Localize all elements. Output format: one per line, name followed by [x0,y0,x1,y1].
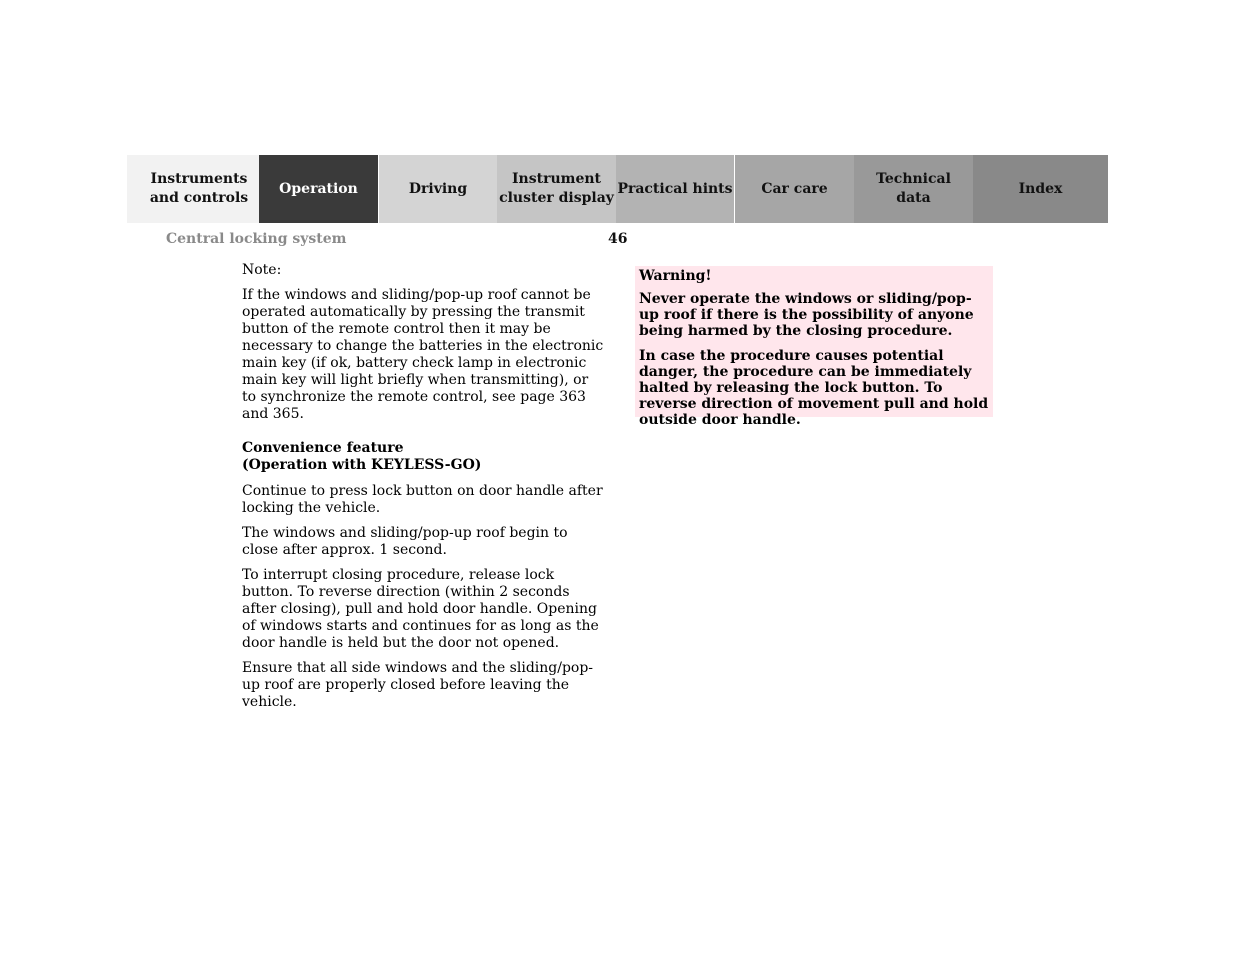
tab-instrument-cluster-display[interactable]: Instrument cluster display [497,155,616,223]
tab-driving[interactable]: Driving [378,155,497,223]
note-body: If the windows and sliding/pop-up roof cannot be operated automatically by pressing the transmit button of the remote control then it may be necessary to change the batteries in the electronic main key (if ok, battery check lamp in electronic main key will light briefly when transmitting), or to synchronize the remote control, see page 363 and 365. [242,287,604,422]
tab-operation[interactable]: Operation [259,155,378,223]
tab-practical-hints[interactable]: Practical hints [616,155,735,223]
paragraph: Continue to press lock button on door handle after locking the vehicle. [242,483,603,516]
tab-car-care[interactable]: Car care [735,155,854,223]
warning-paragraph: In case the procedure causes potential danger, the procedure can be immediately halted by releasing the lock button. To reverse direction of movement pull and hold outside door handle. [639,348,989,428]
warning-title: Warning! [639,268,712,284]
paragraph: The windows and sliding/pop-up roof begin to close after approx. 1 second. [242,525,568,558]
warning-paragraph: Never operate the windows or sliding/pop-up roof if there is the possibility of anyone being harmed by the closing procedure. [639,291,974,339]
paragraph: Ensure that all side windows and the sliding/pop-up roof are properly closed before leaving the vehicle. [242,660,594,710]
warning-box [635,266,993,428]
tab-technical-data[interactable]: Technical data [854,155,973,223]
feature-heading [242,440,604,474]
section-title: Central locking system [166,231,347,247]
page-number: 46 [608,231,628,247]
note-label: Note: [242,262,282,278]
chapter-navigation [127,155,1108,223]
feature-heading-line1: Convenience feature [242,440,404,456]
tab-index[interactable]: Index [973,155,1108,223]
feature-heading-line2: (Operation with KEYLESS-GO) [242,457,482,473]
tab-instruments-and-controls[interactable]: Instruments and controls [127,155,259,223]
main-text-column [242,262,604,719]
paragraph: To interrupt closing procedure, release lock button. To reverse direction (within 2 seconds after closing), pull and hold door handle. Opening of windows starts and continues for as long as the door handle is held but the door not opened. [242,567,599,651]
